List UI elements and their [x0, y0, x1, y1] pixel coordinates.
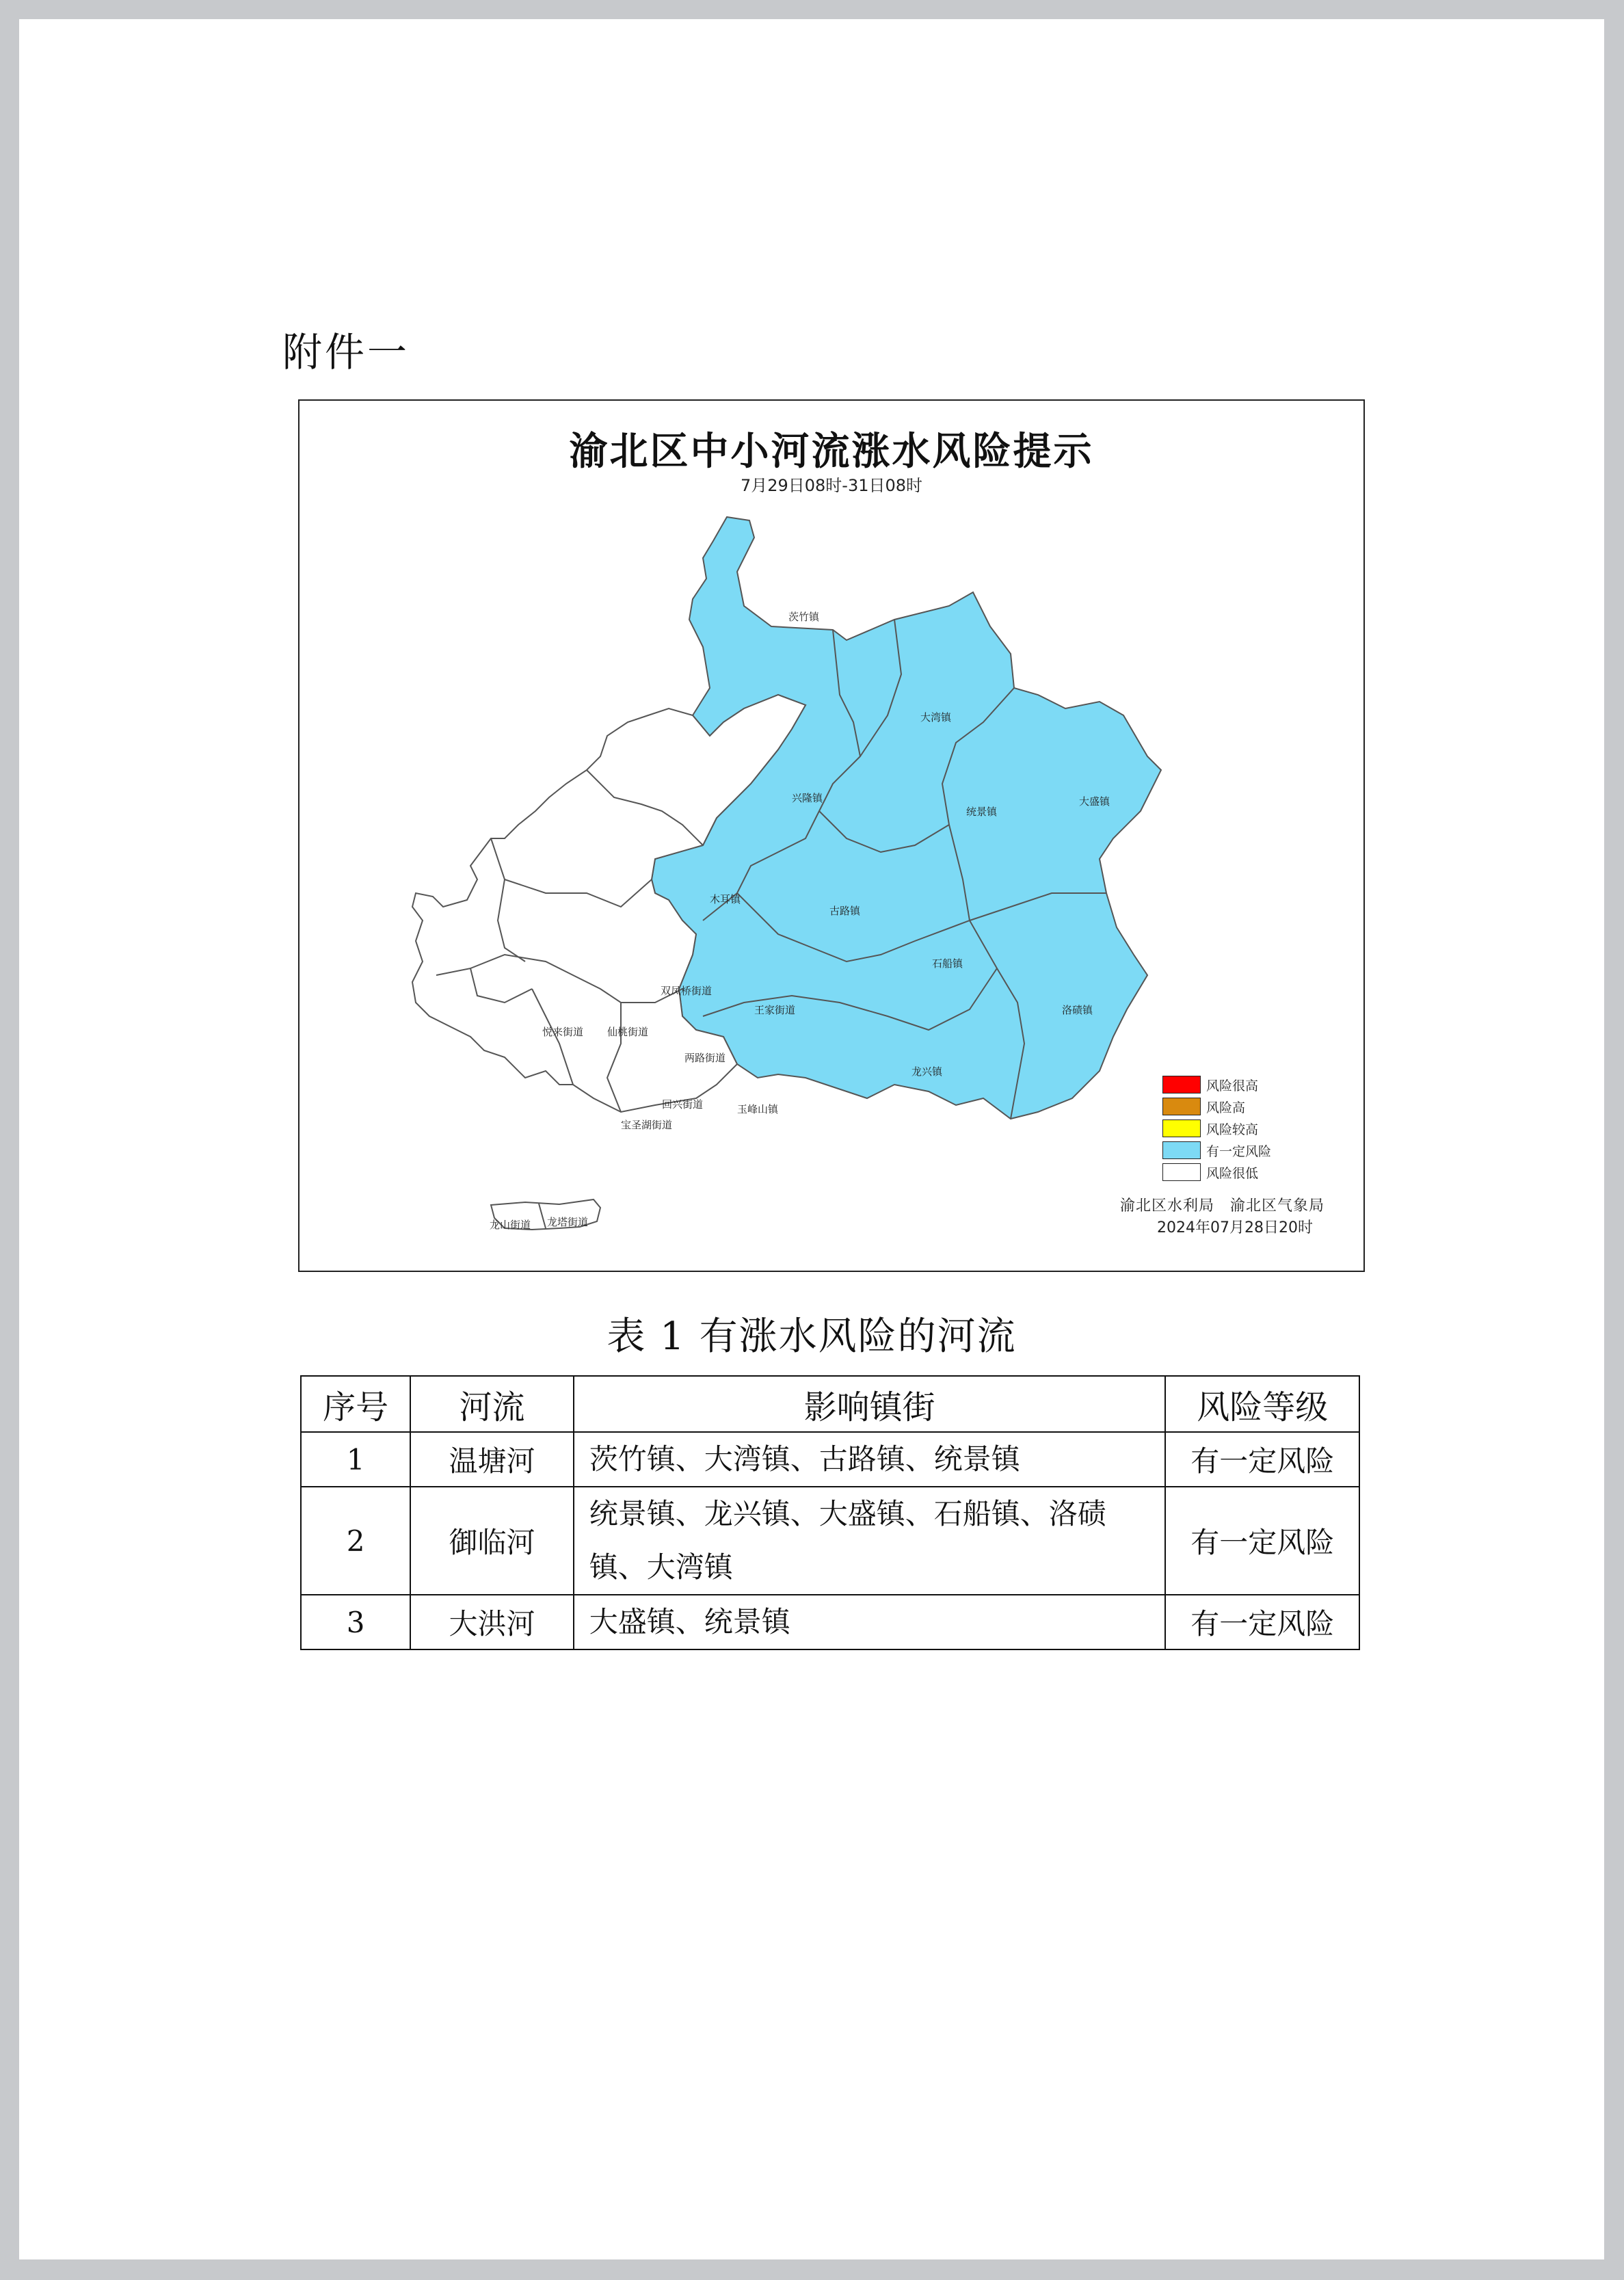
map-credit-agencies: 渝北区水利局 渝北区气象局: [1120, 1197, 1325, 1215]
place-label: 茨竹镇: [788, 611, 820, 623]
legend-label: 风险高: [1206, 1100, 1246, 1115]
legend-item: [1162, 1139, 1271, 1161]
place-label: 大湾镇: [920, 711, 952, 724]
place-label: 大盛镇: [1079, 795, 1110, 808]
place-label: 悦来街道: [542, 1026, 584, 1038]
place-label: 兴隆镇: [792, 792, 823, 804]
cell-river: 御临河: [410, 1487, 573, 1595]
place-label: 回兴街道: [662, 1098, 704, 1111]
legend-item: [1162, 1161, 1271, 1183]
map-legend: [1162, 1074, 1271, 1183]
risk-map: [298, 399, 1365, 1272]
header-towns: 影响镇街: [574, 1376, 1166, 1432]
legend-label: 风险较高: [1206, 1122, 1259, 1137]
place-label: 玉峰山镇: [737, 1103, 779, 1115]
header-level: 风险等级: [1165, 1376, 1359, 1432]
attachment-label: 附件一: [282, 329, 410, 375]
legend-swatch-elevated: [1162, 1119, 1201, 1137]
place-label: 仙桃街道: [607, 1026, 649, 1038]
table-row: [301, 1432, 1359, 1487]
place-label: 石船镇: [932, 957, 963, 970]
map-credit-time: 2024年07月28日20时: [1157, 1219, 1313, 1236]
place-label: 两路街道: [684, 1052, 726, 1064]
legend-label: 有一定风险: [1206, 1143, 1272, 1159]
place-label: 龙山街道: [490, 1219, 531, 1231]
legend-swatch-low: [1162, 1163, 1201, 1181]
map-subtitle: 7月29日08时-31日08时: [740, 476, 923, 495]
table-title: 表 1 有涨水风险的河流: [607, 1314, 1017, 1359]
cell-no: 2: [301, 1487, 410, 1595]
rivers-table: [300, 1375, 1360, 1650]
legend-swatch-high: [1162, 1098, 1201, 1115]
place-label: 双凤桥街道: [661, 985, 713, 997]
header-no: 序号: [301, 1376, 410, 1432]
place-label: 宝圣湖街道: [621, 1119, 673, 1131]
document-page: [19, 19, 1604, 2259]
legend-label: 风险很高: [1206, 1078, 1259, 1093]
legend-label: 风险很低: [1206, 1165, 1259, 1181]
header-river: 河流: [410, 1376, 573, 1432]
map-title: 渝北区中小河流涨水风险提示: [569, 429, 1094, 474]
cell-river: 温塘河: [410, 1432, 573, 1487]
cell-level: 有一定风险: [1165, 1595, 1359, 1649]
place-label: 木耳镇: [710, 893, 741, 905]
place-label: 龙兴镇: [911, 1065, 943, 1078]
cell-towns: 茨竹镇、大湾镇、古路镇、统景镇: [574, 1432, 1166, 1487]
region-risk-blue: [652, 517, 1161, 1119]
legend-swatch-some: [1162, 1141, 1201, 1159]
cell-no: 3: [301, 1595, 410, 1649]
cell-no: 1: [301, 1432, 410, 1487]
legend-item: [1162, 1117, 1271, 1139]
cell-level: 有一定风险: [1165, 1487, 1359, 1595]
place-label: 龙塔街道: [547, 1216, 589, 1228]
table-row: [301, 1487, 1359, 1595]
place-label: 洛碛镇: [1062, 1004, 1093, 1016]
place-label: 古路镇: [829, 905, 861, 917]
legend-item: [1162, 1096, 1271, 1117]
table-row: [301, 1595, 1359, 1649]
cell-towns: 大盛镇、统景镇: [574, 1595, 1166, 1649]
place-label: 统景镇: [966, 806, 998, 818]
cell-towns: 统景镇、龙兴镇、大盛镇、石船镇、洛碛镇、大湾镇: [574, 1487, 1166, 1595]
place-label: 王家街道: [754, 1004, 796, 1016]
legend-item: [1162, 1074, 1271, 1096]
legend-swatch-very-high: [1162, 1076, 1201, 1093]
table-header-row: [301, 1376, 1359, 1432]
cell-level: 有一定风险: [1165, 1432, 1359, 1487]
cell-river: 大洪河: [410, 1595, 573, 1649]
